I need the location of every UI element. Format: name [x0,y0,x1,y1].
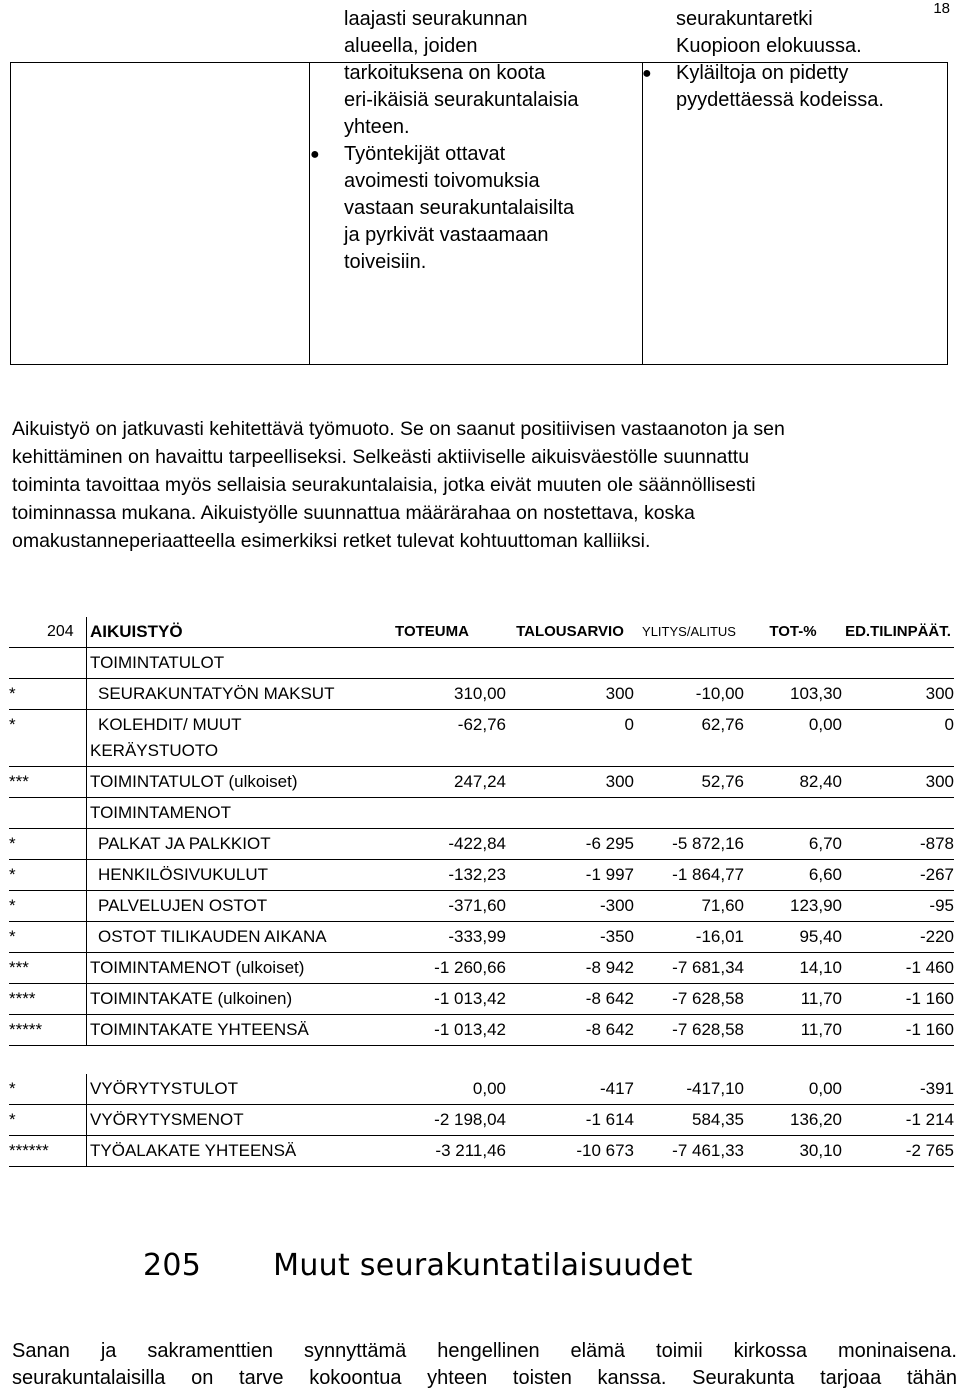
line-text: tarkoituksena on koota [344,62,546,84]
row-ed-tilinpaat: 300 [925,772,954,791]
section-number: 205 [143,1248,202,1283]
table-divider [642,63,643,364]
paragraph-line: seurakuntalaisilla on tarve kokoontua yhteen toisten kanssa. Seurakunta tarjoaa tähän [12,1367,957,1389]
table-row [9,648,954,679]
table-divider [86,798,87,828]
row-name: KOLEHDIT/ MUUT [98,715,242,734]
row-ylitys: 62,76 [701,715,744,734]
row-toteuma: 0,00 [472,1079,506,1098]
row-tot-pct [744,648,842,678]
row-ed-tilinpaat: -391 [919,1079,954,1098]
table-row [9,1046,954,1074]
row-talousarvio [506,798,634,828]
row-name: TOIMINTAKATE YHTEENSÄ [90,1020,309,1039]
row-stars [9,798,86,828]
line-text: pyydettäessä kodeissa. [676,89,884,111]
text-line [344,195,624,222]
table-divider [86,984,87,1014]
row-ylitys: -7 628,58 [672,1020,744,1039]
table-divider [86,1105,87,1135]
header-tot-pct: TOT-% [769,623,817,640]
row-ed-tilinpaat: -1 160 [905,989,954,1008]
row-name: VYÖRYTYSMENOT [90,1110,244,1129]
table-divider [86,860,87,890]
line-text: ja pyrkivät vastaamaan [344,224,549,246]
row-ed-tilinpaat [842,648,954,678]
table-row [9,1015,954,1046]
table-header-row [9,617,954,648]
row-toteuma: -3 211,46 [435,1141,506,1160]
line-text: eri-ikäisiä seurakuntalaisia [344,89,579,111]
table-row [9,798,954,829]
row-tot-pct: 30,10 [799,1141,842,1160]
left-cell-text [310,6,624,276]
row-ed-tilinpaat: -1 460 [905,958,954,977]
paragraph-line: toiminnassa mukana. Aikuistyölle suunnattua määrärahaa on nostettava, koska [12,502,695,524]
table-row [9,829,954,860]
right-cell-text [642,6,936,114]
row-toteuma: -1 013,42 [434,1020,506,1039]
paragraph-line: toiminta tavoittaa myös sellaisia seurakuntalaisia, jotka eivät muuten ole säännöllisesti [12,474,756,496]
table-divider [86,767,87,797]
row-stars: * [9,715,16,734]
row-name: TOIMINTAMENOT [90,803,232,822]
row-toteuma: -1 260,66 [434,958,506,977]
table-divider [86,1015,87,1045]
row-ed-tilinpaat: -1 214 [905,1110,954,1129]
page-number: 18 [933,0,950,17]
row-tot-pct: 0,00 [808,1079,842,1098]
row-stars: * [9,684,16,703]
last-paragraph [12,1338,957,1392]
row-ylitys: -16,01 [695,927,744,946]
row-tot-pct: 136,20 [790,1110,842,1129]
row-name: TYÖALAKATE YHTEENSÄ [90,1141,297,1160]
row-stars: * [9,1110,16,1129]
line-text: vastaan seurakuntalaisilta [344,197,575,219]
line-text: laajasti seurakunnan [344,8,528,30]
table-divider [86,922,87,952]
row-tot-pct: 11,70 [800,989,842,1008]
row-stars: * [9,927,16,946]
line-text: toiveisiin. [344,251,427,273]
row-toteuma [358,648,506,678]
row-stars: ***** [9,1020,43,1039]
row-toteuma: -422,84 [448,834,506,853]
row-ed-tilinpaat: -2 765 [905,1141,954,1160]
section-title: Muut seurakuntatilaisuudet [273,1248,693,1283]
table-row [9,679,954,710]
row-talousarvio: -8 642 [585,1020,634,1039]
row-ylitys: -5 872,16 [672,834,744,853]
row-talousarvio [506,648,634,678]
row-ylitys: -7 628,58 [672,989,744,1008]
row-stars [9,648,86,678]
row-ylitys: -417,10 [686,1079,744,1098]
row-toteuma: 310,00 [454,684,506,703]
row-tot-pct: 6,70 [808,834,842,853]
row-talousarvio: -1 997 [585,865,634,884]
row-talousarvio: -6 295 [585,834,634,853]
text-line [344,6,624,33]
row-stars: * [9,834,16,853]
row-tot-pct: 14,10 [799,958,842,977]
table-divider [86,1074,87,1104]
table-row [9,891,954,922]
table-divider [309,63,310,364]
header-talousarvio: TALOUSARVIO [516,623,624,640]
table-divider [86,648,87,678]
row-talousarvio: 0 [624,715,634,734]
text-line [310,141,624,168]
bullet-icon: ● [642,65,652,82]
table-row [9,953,954,984]
section-heading [143,1248,693,1283]
row-name-cont: KERÄYSTUOTO [90,741,219,760]
row-name: TOIMINTAMENOT (ulkoiset) [90,958,305,977]
table-row [9,1105,954,1136]
row-ylitys: -10,00 [695,684,744,703]
row-ed-tilinpaat: -220 [919,927,954,946]
table-row [9,984,954,1015]
text-line [676,6,936,33]
row-tot-pct: 6,60 [808,865,842,884]
table-row [9,860,954,891]
table-divider [86,1136,87,1166]
paragraph-line: Sanan ja sakramenttien synnyttämä hengellinen elämä toimii kirkossa moninaisena. [12,1340,957,1362]
row-tot-pct: 11,70 [800,1020,842,1039]
row-stars: *** [9,772,29,791]
table-row [9,922,954,953]
row-name: TOIMINTATULOT (ulkoiset) [90,772,298,791]
text-line [344,168,624,195]
line-text: Kyläiltoja on pidetty [676,62,849,84]
row-talousarvio: -417 [599,1079,634,1098]
row-tot-pct: 82,40 [799,772,842,791]
row-toteuma: -132,23 [448,865,506,884]
paragraph-line: Aikuistyö on jatkuvasti kehitettävä työmuoto. Se on saanut positiivisen vastaanoton ja sen [12,418,785,440]
row-talousarvio: 300 [605,772,634,791]
row-talousarvio: -350 [599,927,634,946]
row-stars: *** [9,958,29,977]
text-line [344,60,624,87]
row-ylitys [634,798,744,828]
text-line [642,60,936,87]
table-divider [86,891,87,921]
text-line [344,33,624,60]
row-ylitys: 52,76 [701,772,744,791]
row-ylitys: 584,35 [692,1110,744,1129]
header-ed-tilinpaat: ED.TILINPÄÄT. [845,623,951,640]
table-divider [86,953,87,983]
text-line [344,114,624,141]
row-stars: **** [9,989,36,1008]
row-ed-tilinpaat: 300 [925,684,954,703]
budget-table [9,617,954,1167]
table-divider [86,679,87,709]
row-ed-tilinpaat: 0 [944,715,954,734]
table-row [9,1136,954,1167]
row-ed-tilinpaat: -1 160 [905,1020,954,1039]
row-tot-pct: 103,30 [790,684,842,703]
row-name: TOIMINTAKATE (ulkoinen) [90,989,293,1008]
row-ylitys: -7 461,33 [672,1141,744,1160]
row-stars: * [9,1079,16,1098]
row-ed-tilinpaat [842,798,954,828]
row-talousarvio: -1 614 [585,1110,634,1129]
row-name: PALKAT JA PALKKIOT [98,834,271,853]
line-text: Työntekijät ottavat [344,143,506,165]
row-tot-pct: 123,90 [790,896,842,915]
bullet-icon: ● [310,146,320,163]
row-talousarvio: -8 942 [585,958,634,977]
row-ylitys [634,648,744,678]
row-ylitys: 71,60 [701,896,744,915]
row-ed-tilinpaat: -95 [929,896,954,915]
table-row [9,710,954,767]
row-stars: ****** [9,1141,49,1160]
row-toteuma: -62,76 [457,715,506,734]
row-name: TOIMINTATULOT [90,653,225,672]
row-toteuma: 247,24 [454,772,506,791]
header-code: 204 [47,623,74,640]
row-name: VYÖRYTYSTULOT [90,1079,238,1098]
row-toteuma [358,798,506,828]
row-name: SEURAKUNTATYÖN MAKSUT [98,684,335,703]
row-tot-pct: 0,00 [808,715,842,734]
row-talousarvio: 300 [605,684,634,703]
row-ylitys: -7 681,34 [672,958,744,977]
table-divider [86,710,87,766]
row-ed-tilinpaat: -267 [919,865,954,884]
row-tot-pct [744,798,842,828]
row-stars: * [9,865,16,884]
row-ed-tilinpaat: -878 [919,834,954,853]
row-toteuma: -2 198,04 [434,1110,506,1129]
row-ylitys: -1 864,77 [672,865,744,884]
header-ylitys: YLITYS/ALITUS [642,624,736,639]
row-tot-pct: 95,40 [799,927,842,946]
text-line [344,222,624,249]
row-toteuma: -333,99 [448,927,506,946]
row-name: PALVELUJEN OSTOT [98,896,268,915]
row-stars: * [9,896,16,915]
paragraph-line: kehittäminen on havaittu tarpeelliseksi. Selkeästi aktiiviselle aikuisväestölle suunnattu [12,446,750,468]
line-text: avoimesti toivomuksia [344,170,540,192]
table-divider [86,829,87,859]
text-line [676,33,936,60]
table-divider [86,617,87,647]
line-text: Kuopioon elokuussa. [676,35,862,57]
table-row [9,767,954,798]
text-line [344,87,624,114]
header-name: AIKUISTYÖ [90,622,183,641]
row-toteuma: -371,60 [448,896,506,915]
body-paragraph [12,415,948,555]
text-line [676,87,936,114]
table-row [9,1074,954,1105]
row-talousarvio: -300 [599,896,634,915]
row-name: OSTOT TILIKAUDEN AIKANA [98,927,327,946]
header-toteuma: TOTEUMA [395,623,469,640]
row-talousarvio: -10 673 [576,1141,634,1160]
row-talousarvio: -8 642 [585,989,634,1008]
paragraph-line: omakustanneperiaatteella esimerkiksi retket tulevat kohtuuttoman kalliiksi. [12,530,651,552]
text-line [344,249,624,276]
line-text: alueella, joiden [344,35,478,57]
row-name: HENKILÖSIVUKULUT [98,865,269,884]
line-text: yhteen. [344,116,410,138]
line-text: seurakuntaretki [676,8,813,30]
row-toteuma: -1 013,42 [434,989,506,1008]
